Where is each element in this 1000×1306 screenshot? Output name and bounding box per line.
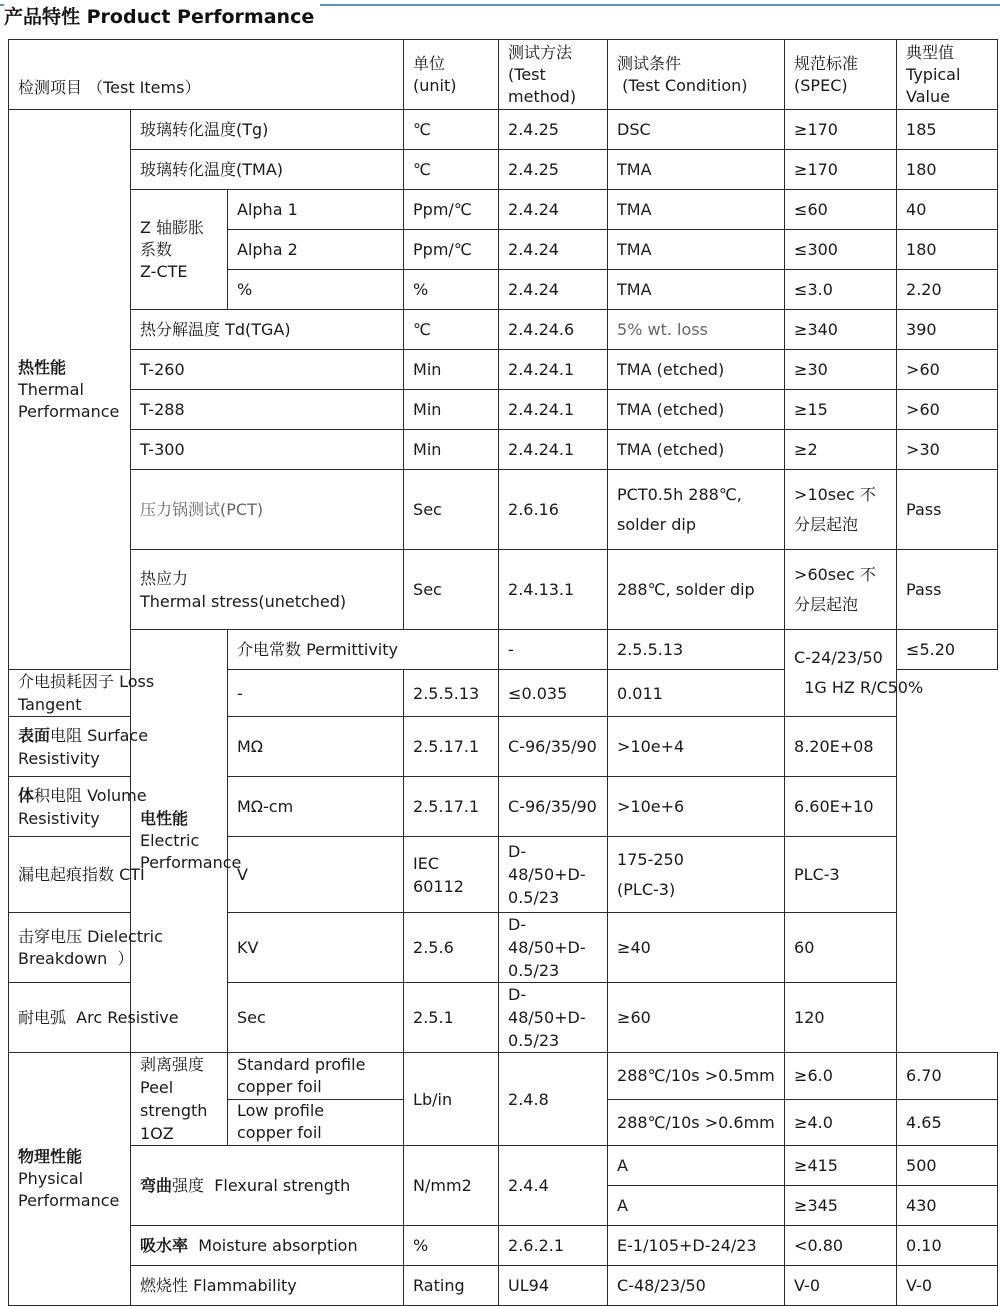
item-alpha1: Alpha 1 [228, 190, 404, 230]
unit-cell: Min [404, 390, 499, 430]
item-moisture-absorption: 吸水率 Moisture absorption [131, 1226, 404, 1266]
condition-cell: A [608, 1186, 785, 1226]
typical-cell: 4.65 [897, 1099, 998, 1146]
table-row [9, 1266, 998, 1306]
table-row [9, 717, 998, 777]
condition-cell: A [608, 1146, 785, 1186]
spec-cell: ≥2 [785, 430, 897, 470]
typical-cell: 0.011 [608, 670, 785, 717]
condition-cell: D-48/50+D-0.5/23 [499, 837, 608, 913]
unit-cell: ℃ [404, 310, 499, 350]
unit-cell: Lb/in [404, 1053, 499, 1146]
item-volume-resistivity: 体积电阻 Volume Resistivity [9, 777, 228, 837]
unit-cell: Sec [404, 550, 499, 630]
unit-cell: N/mm2 [404, 1146, 499, 1226]
unit-cell: Ppm/℃ [404, 230, 499, 270]
item-low-profile: Low profile copper foil [228, 1099, 404, 1146]
item-zcte: Z 轴膨胀 系数 Z-CTE [131, 190, 228, 310]
typical-cell: 430 [897, 1186, 998, 1226]
typical-cell: >30 [897, 430, 998, 470]
typical-cell: Pass [897, 470, 998, 550]
typical-cell: >60 [897, 390, 998, 430]
header-method: 测试方法 (Test method) [499, 40, 608, 110]
condition-cell: E-1/105+D-24/23 [608, 1226, 785, 1266]
unit-cell: ℃ [404, 110, 499, 150]
unit-cell: MΩ [228, 717, 404, 777]
table-row [9, 1146, 998, 1186]
unit-cell: % [404, 270, 499, 310]
typical-cell: >60 [897, 350, 998, 390]
spec-cell: ≤0.035 [499, 670, 608, 717]
table-row [9, 470, 998, 550]
method-cell: 2.4.24 [499, 270, 608, 310]
spec-cell: ≤60 [785, 190, 897, 230]
typical-cell: Pass [897, 550, 998, 630]
unit-cell: KV [228, 913, 404, 983]
item-surface-resistivity: 表面电阻 Surface Resistivity [9, 717, 228, 777]
spec-cell: ≥15 [785, 390, 897, 430]
spec-cell: ≤5.20 [897, 630, 998, 670]
condition-cell: TMA [608, 270, 785, 310]
item-t288: T-288 [131, 390, 404, 430]
spec-cell: >10e+6 [608, 777, 785, 837]
spec-cell: >10sec 不 分层起泡 [785, 470, 897, 550]
method-cell: 2.5.5.13 [608, 630, 785, 670]
unit-cell: Sec [404, 470, 499, 550]
condition-cell: D-48/50+D-0.5/23 [499, 983, 608, 1053]
group-physical: 物理性能 Physical Performance [9, 1053, 131, 1306]
spec-cell: ≥60 [608, 983, 785, 1053]
method-cell: 2.5.17.1 [404, 777, 499, 837]
typical-cell: 390 [897, 310, 998, 350]
group-electric: 电性能 Electric Performance [131, 630, 228, 1053]
typical-cell: 0.10 [897, 1226, 998, 1266]
table-row [9, 983, 998, 1053]
spec-cell: ≥345 [785, 1186, 897, 1226]
header-condition: 测试条件 (Test Condition) [608, 40, 785, 110]
condition-cell: 288℃/10s >0.6mm [608, 1099, 785, 1146]
method-cell: 2.5.17.1 [404, 717, 499, 777]
typical-cell: PLC-3 [785, 837, 897, 913]
spec-cell: ≥30 [785, 350, 897, 390]
condition-cell: TMA [608, 190, 785, 230]
unit-cell: Rating [404, 1266, 499, 1306]
unit-cell: - [228, 670, 404, 717]
typical-cell: 60 [785, 913, 897, 983]
item-peel-strength: 剥离强度 Peel strength 1OZ [131, 1053, 228, 1146]
table-row [9, 913, 998, 983]
table-row [9, 110, 998, 150]
method-cell: 2.5.5.13 [404, 670, 499, 717]
unit-cell: Min [404, 350, 499, 390]
method-cell: IEC 60112 [404, 837, 499, 913]
typical-cell: 500 [897, 1146, 998, 1186]
spec-cell: ≥170 [785, 110, 897, 150]
unit-cell: % [404, 1226, 499, 1266]
typical-cell: 6.70 [897, 1053, 998, 1100]
condition-cell: PCT0.5h 288℃, solder dip [608, 470, 785, 550]
item-tma: 玻璃转化温度(TMA) [131, 150, 404, 190]
method-cell: 2.5.1 [404, 983, 499, 1053]
condition-cell: 5% wt. loss [608, 310, 785, 350]
spec-cell: 175-250 (PLC-3) [608, 837, 785, 913]
unit-cell: Sec [228, 983, 404, 1053]
spec-cell: V-0 [785, 1266, 897, 1306]
group-thermal: 热性能 Thermal Performance [9, 110, 131, 670]
typical-cell: 180 [897, 150, 998, 190]
spec-cell: <0.80 [785, 1226, 897, 1266]
condition-cell: TMA [608, 230, 785, 270]
typical-cell: 40 [897, 190, 998, 230]
method-cell: 2.4.24.1 [499, 350, 608, 390]
condition-cell: 288℃, solder dip [608, 550, 785, 630]
item-tg: 玻璃转化温度(Tg) [131, 110, 404, 150]
unit-cell: - [499, 630, 608, 670]
method-cell: 2.4.25 [499, 110, 608, 150]
header-spec: 规范标准 (SPEC) [785, 40, 897, 110]
unit-cell: Min [404, 430, 499, 470]
typical-cell: V-0 [897, 1266, 998, 1306]
item-thermal-stress: 热应力 Thermal stress(unetched) [131, 550, 404, 630]
spec-cell: ≤300 [785, 230, 897, 270]
method-cell: 2.4.24 [499, 190, 608, 230]
table-row [9, 550, 998, 630]
spec-cell: ≥6.0 [785, 1053, 897, 1100]
method-cell: 2.4.24.1 [499, 390, 608, 430]
table-row [9, 390, 998, 430]
typical-cell: 180 [897, 230, 998, 270]
item-arc-resistive: 耐电弧 Arc Resistive [9, 983, 228, 1053]
condition-cell: C-24/23/50 1G HZ R/C50% [785, 630, 897, 717]
typical-cell: 120 [785, 983, 897, 1053]
method-cell: 2.4.8 [499, 1053, 608, 1146]
typical-cell: 6.60E+10 [785, 777, 897, 837]
item-t260: T-260 [131, 350, 404, 390]
item-t300: T-300 [131, 430, 404, 470]
header-test-items: 检测项目 （Test Items） [9, 40, 404, 110]
condition-cell: DSC [608, 110, 785, 150]
item-loss-tangent: 介电损耗因子 Loss Tangent [9, 670, 228, 717]
method-cell: UL94 [499, 1266, 608, 1306]
item-alpha2: Alpha 2 [228, 230, 404, 270]
unit-cell: ℃ [404, 150, 499, 190]
condition-cell: C-48/23/50 [608, 1266, 785, 1306]
item-permittivity: 介电常数 Permittivity [228, 630, 499, 670]
item-pct: 压力锅测试(PCT) [131, 470, 404, 550]
method-cell: 2.6.16 [499, 470, 608, 550]
unit-cell: MΩ-cm [228, 777, 404, 837]
product-performance-table [8, 39, 998, 1306]
table-row [9, 1226, 998, 1266]
spec-cell: ≤3.0 [785, 270, 897, 310]
typical-cell: 2.20 [897, 270, 998, 310]
table-row [9, 430, 998, 470]
table-row [9, 1053, 998, 1100]
table-row [9, 630, 998, 670]
condition-cell: C-96/35/90 [499, 777, 608, 837]
table-row [9, 310, 998, 350]
spec-cell: ≥340 [785, 310, 897, 350]
method-cell: 2.4.24.6 [499, 310, 608, 350]
method-cell: 2.4.24 [499, 230, 608, 270]
condition-cell: D-48/50+D-0.5/23 [499, 913, 608, 983]
method-cell: 2.4.4 [499, 1146, 608, 1226]
typical-cell: 8.20E+08 [785, 717, 897, 777]
condition-cell: TMA (etched) [608, 350, 785, 390]
method-cell: 2.4.24.1 [499, 430, 608, 470]
item-percent: % [228, 270, 404, 310]
method-cell: 2.5.6 [404, 913, 499, 983]
table-row [9, 350, 998, 390]
typical-cell: 185 [897, 110, 998, 150]
spec-cell: ≥4.0 [785, 1099, 897, 1146]
method-cell: 2.4.13.1 [499, 550, 608, 630]
table-header-row [9, 40, 998, 110]
condition-cell: C-96/35/90 [499, 717, 608, 777]
spec-cell: ≥40 [608, 913, 785, 983]
condition-cell: TMA (etched) [608, 390, 785, 430]
unit-cell: Ppm/℃ [404, 190, 499, 230]
condition-cell: 288℃/10s >0.5mm [608, 1053, 785, 1100]
table-row [9, 190, 998, 230]
table-row [9, 150, 998, 190]
spec-cell: >10e+4 [608, 717, 785, 777]
item-flammability: 燃烧性 Flammability [131, 1266, 404, 1306]
item-standard-profile: Standard profile copper foil [228, 1053, 404, 1100]
method-cell: 2.4.25 [499, 150, 608, 190]
spec-cell: >60sec 不 分层起泡 [785, 550, 897, 630]
header-typical: 典型值 Typical Value [897, 40, 998, 110]
unit-cell: V [228, 837, 404, 913]
item-dielectric-breakdown: 击穿电压 Dielectric Breakdown ） [9, 913, 228, 983]
item-cti: 漏电起痕指数 CTI [9, 837, 228, 913]
item-flexural-strength: 弯曲强度 Flexural strength [131, 1146, 404, 1226]
item-td: 热分解温度 Td(TGA) [131, 310, 404, 350]
page-title: 产品特性 Product Performance [4, 2, 320, 29]
condition-cell: TMA [608, 150, 785, 190]
condition-cell: TMA (etched) [608, 430, 785, 470]
spec-cell: ≥415 [785, 1146, 897, 1186]
header-unit: 单位 (unit) [404, 40, 499, 110]
method-cell: 2.6.2.1 [499, 1226, 608, 1266]
spec-cell: ≥170 [785, 150, 897, 190]
